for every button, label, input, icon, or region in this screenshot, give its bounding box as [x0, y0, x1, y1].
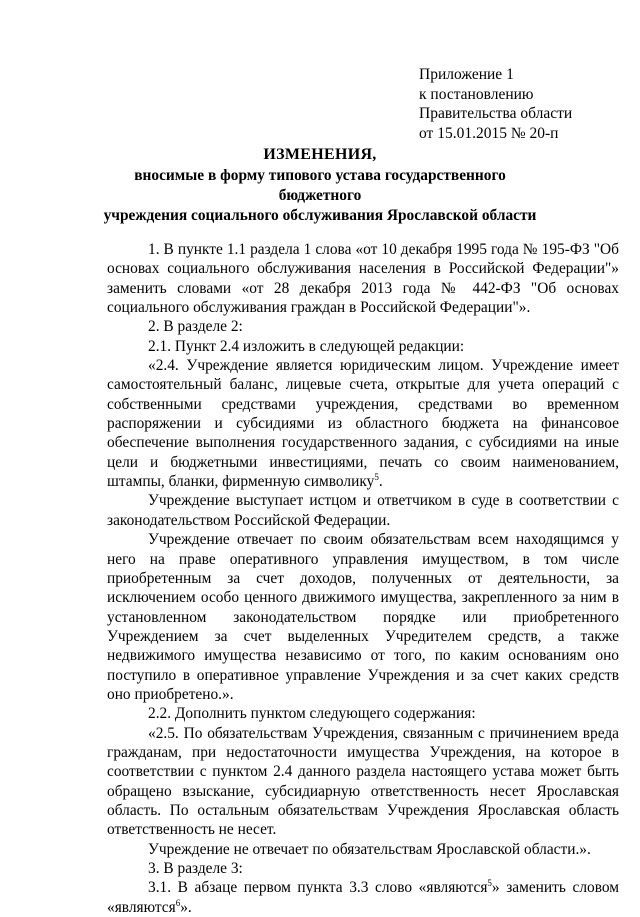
paragraph [107, 878, 619, 917]
document-heading [100, 145, 540, 226]
paragraph: «2.5. По обязательствам Учреждения, связанным с причинением вреда гражданам, при недостаточности имущества Учреждения, на которое в соответствии с пунктом 2.4 данного раздела настоящего устава может быть обращено взыскание, субсидиарную ответственность несет Ярославская область. По остальным обязательствам Учреждения Ярославская область ответственность не несет. [107, 724, 619, 839]
paragraph: 2. В разделе 2: [148, 318, 243, 336]
paragraph-text: . [378, 473, 383, 491]
paragraph: 3. В разделе 3: [148, 860, 243, 877]
appendix-line: Приложение 1 [419, 66, 514, 83]
paragraph-text: «2.4. Учреждение является юридическим лицом. Учреждение имеет самостоятельный баланс, лицевые счета, открытые для учета операций с собственными средствами учреждения, средствами во временном распоряжении и субсидиями из областного бюджета на финансовое обеспечение выполнения государственного задания, с субсидиями на иные цели и бюджетными инвестициями, печать со своим наименованием, штампы, бланки, фирменную символику [107, 357, 619, 491]
paragraph: 1. В пункте 1.1 раздела 1 слова «от 10 декабря 1995 года № 195-ФЗ "Об основах социального обслуживания населения в Российской Федерации"» заменить словами «от 28 декабря 2013 года № 442-ФЗ "Об основах социального обслуживания граждан в Российской Федерации"». [107, 241, 619, 317]
footnote-marker: 5 [374, 472, 379, 483]
appendix-block [419, 65, 619, 143]
document-title: ИЗМЕНЕНИЯ, [263, 146, 377, 163]
paragraph-text: 3.1. В абзаце первом пункта 3.3 слово «являются [148, 879, 488, 897]
paragraph: Учреждение не отвечает по обязательствам Ярославской области.». [148, 840, 591, 858]
paragraph: 2.2. Дополнить пунктом следующего содержания: [148, 705, 476, 723]
paragraph: Учреждение отвечает по своим обязательствам всем находящимся у него на праве оперативного управления имуществом, в том числе приобретенным за счет доходов, полученных от деятельности, за исключением особо ценного движимого имущества, закрепленного за ним в установленном законодательством порядке или приобретенного Учреждением за счет выделенных Учредителем средств, а также недвижимого имущества независимо от того, по каким основаниям оно поступило в оперативное управление Учреждения и за счет каких средств оно приобретено.». [107, 531, 619, 703]
appendix-line: к постановлению [419, 85, 534, 103]
paragraph [107, 356, 619, 491]
footnote-marker: 5 [487, 878, 492, 889]
paragraph: 2.1. Пункт 2.4 изложить в следующей редакции: [148, 337, 465, 355]
paragraph: Учреждение выступает истцом и ответчиком в суде в соответствии с законодательством Российской Федерации. [107, 492, 619, 529]
paragraph-text: » заменить словом «являются [107, 879, 619, 916]
paragraph-text: ». [180, 898, 192, 916]
footnote-marker: 6 [175, 897, 181, 908]
appendix-line: от 15.01.2015 № 20-п [419, 124, 559, 142]
document-body [107, 240, 619, 917]
appendix-line: Правительства области [419, 105, 573, 123]
document-subtitle-line: вносимые в форму типового устава государственного бюджетного [134, 167, 506, 204]
document-subtitle-line: учреждения социального обслуживания Ярославской области [103, 207, 537, 225]
